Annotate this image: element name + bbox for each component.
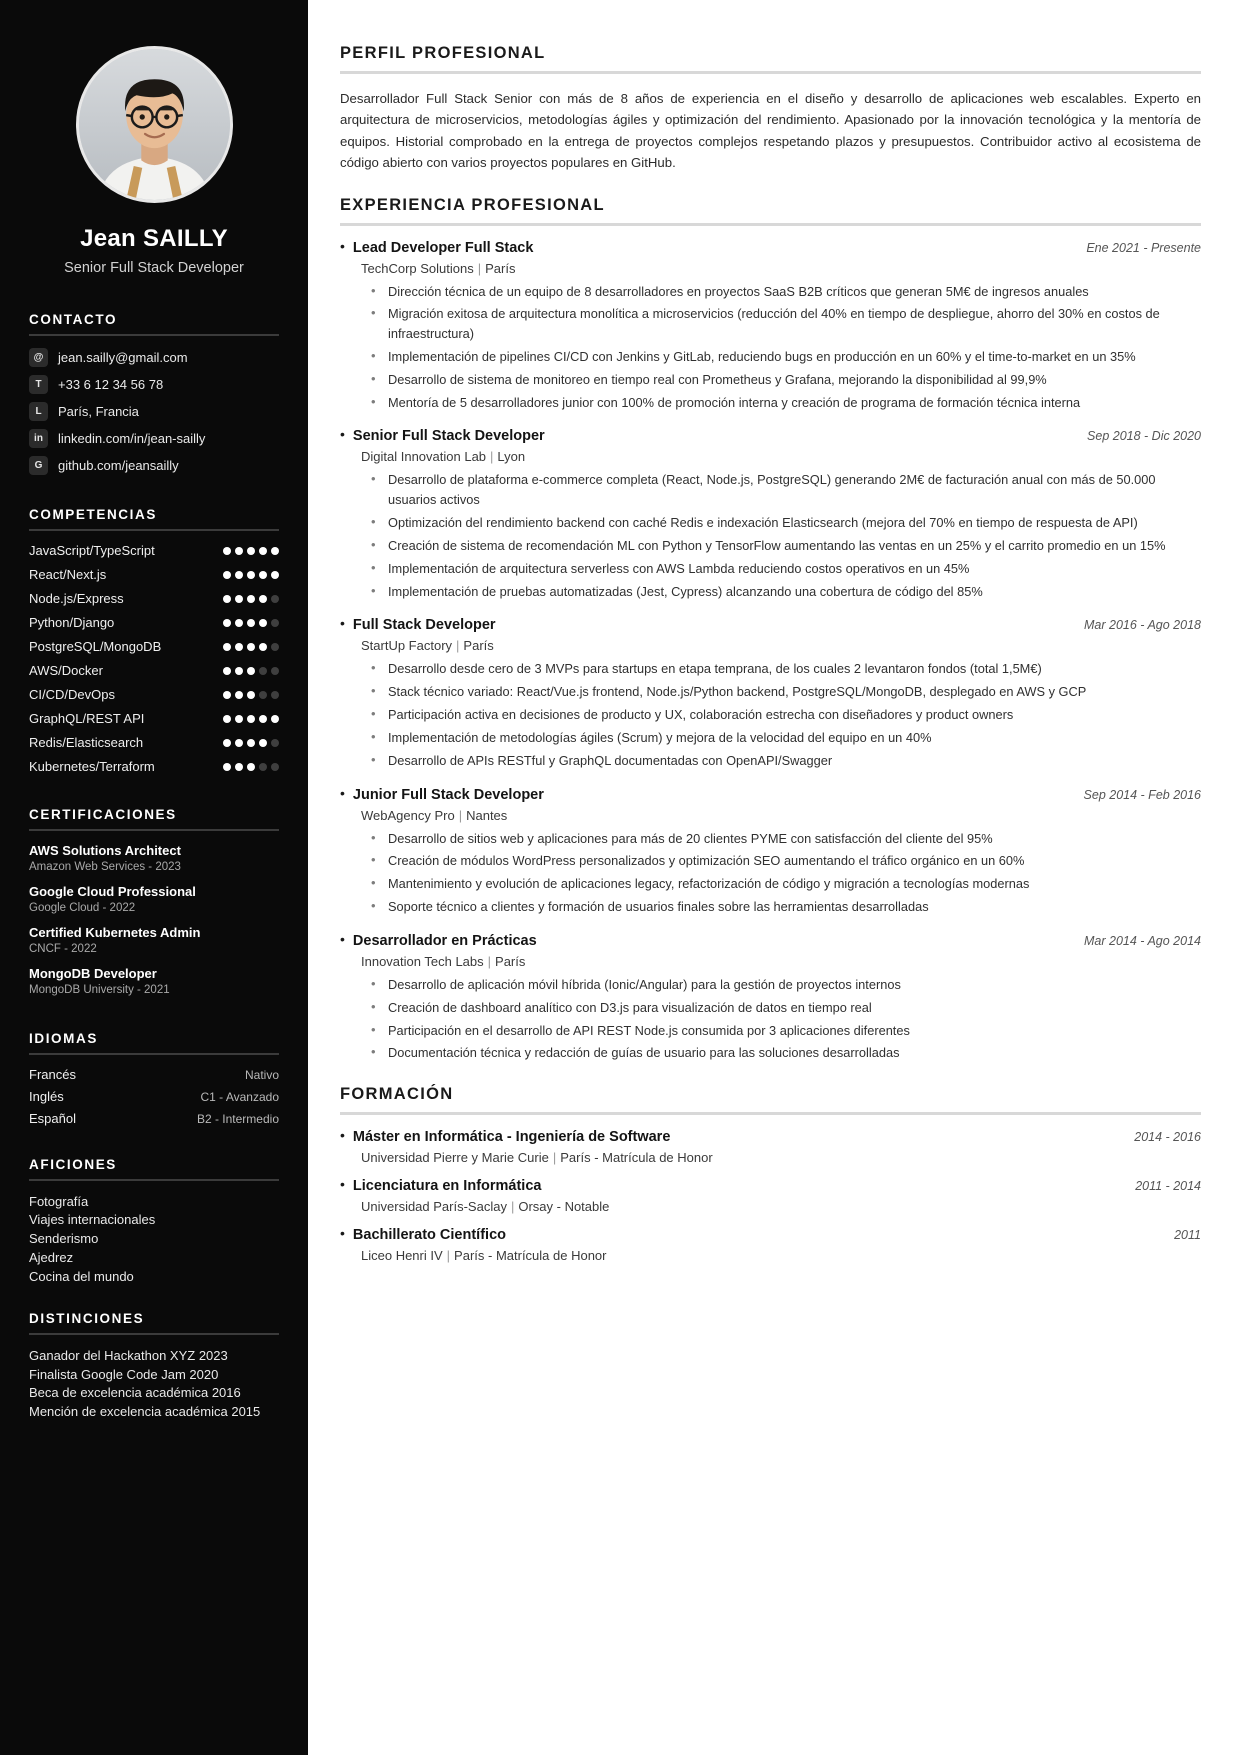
rating-dot <box>223 739 231 747</box>
contact-value: jean.sailly@gmail.com <box>58 350 188 365</box>
rating-dot <box>223 571 231 579</box>
hobby-item: Fotografía <box>29 1193 89 1209</box>
divider <box>29 829 279 831</box>
skill-rating <box>223 595 279 603</box>
skill-rating <box>223 643 279 651</box>
contact-item[interactable] <box>29 456 279 475</box>
divider <box>340 223 1201 226</box>
school-name: Liceo Henri IV <box>361 1248 443 1264</box>
rating-dot <box>247 595 255 603</box>
language-name: Español <box>29 1110 76 1126</box>
contact-value: París, Francia <box>58 404 139 419</box>
skill-item <box>29 687 279 702</box>
skill-rating <box>223 667 279 675</box>
divider <box>29 1053 279 1055</box>
education-item <box>340 1227 1201 1263</box>
rating-dot <box>223 547 231 555</box>
rating-dot <box>235 595 243 603</box>
experience-bullet: • Creación de módulos WordPress personalizados y optimización SEO aumentando el tráfico orgánico en un 60% <box>371 851 1201 871</box>
linkedin-icon: in <box>29 429 48 448</box>
bullet-icon: • <box>340 426 345 443</box>
experience-date: Ene 2021 - Presente <box>1086 240 1201 255</box>
rating-dot <box>223 763 231 771</box>
rating-dot <box>223 715 231 723</box>
skill-name: Redis/Elasticsearch <box>29 735 144 750</box>
languages-list <box>29 1067 279 1126</box>
separator-icon: | <box>552 1150 557 1166</box>
skill-item <box>29 591 279 606</box>
phone-icon: T <box>29 375 48 394</box>
experience-section <box>340 196 1201 1064</box>
rating-dot <box>223 595 231 603</box>
rating-dot <box>223 619 231 627</box>
bullet-icon: • <box>340 1176 345 1193</box>
divider <box>340 1112 1201 1115</box>
rating-dot <box>259 763 267 771</box>
language-level: Nativo <box>244 1067 279 1082</box>
contact-item[interactable] <box>29 402 279 421</box>
rating-dot <box>235 667 243 675</box>
certification-issuer: CNCF - 2022 <box>29 942 97 955</box>
education-header <box>340 1129 1201 1145</box>
contact-item[interactable] <box>29 429 279 448</box>
experience-title: Lead Developer Full Stack <box>352 239 534 256</box>
contact-item[interactable] <box>29 348 279 367</box>
skills-section <box>29 507 279 783</box>
language-item <box>29 1089 279 1104</box>
company-name: Digital Innovation Lab <box>361 449 487 465</box>
experience-title: Full Stack Developer <box>352 617 496 634</box>
rating-dot <box>259 643 267 651</box>
experience-section-title: EXPERIENCIA PROFESIONAL <box>340 195 605 214</box>
experience-bullet: • Desarrollo de sitios web y aplicaciones para más de 20 clientes PYME con satisfacción del cliente del 95% <box>371 829 1201 849</box>
rating-dot <box>247 691 255 699</box>
education-title: Máster en Informática - Ingeniería de Software <box>352 1129 671 1146</box>
rating-dot <box>259 619 267 627</box>
rating-dot <box>235 763 243 771</box>
rating-dot <box>235 571 243 579</box>
certification-item <box>29 884 279 914</box>
experience-date: Sep 2014 - Feb 2016 <box>1083 787 1201 802</box>
rating-dot <box>247 547 255 555</box>
rating-dot <box>271 739 279 747</box>
language-name: Inglés <box>29 1088 64 1104</box>
divider <box>29 334 279 336</box>
education-title-wrap <box>340 1178 541 1194</box>
experience-header <box>340 784 1201 803</box>
school-name: Universidad París-Saclay <box>361 1199 507 1215</box>
experience-title: Senior Full Stack Developer <box>352 428 545 445</box>
main-content <box>308 0 1241 1755</box>
experience-item <box>340 428 1201 601</box>
email-icon: @ <box>29 348 48 367</box>
experience-title-wrap <box>340 237 534 256</box>
separator-icon: | <box>456 638 460 654</box>
education-item <box>340 1178 1201 1214</box>
company-name: StartUp Factory <box>361 638 453 654</box>
company-location: Nantes <box>466 807 508 823</box>
contact-section <box>29 312 279 483</box>
skill-item <box>29 759 279 774</box>
certification-issuer: Google Cloud - 2022 <box>29 901 136 914</box>
experience-bullet: • Documentación técnica y redacción de guías de usuario para las soluciones desarrolladas <box>371 1043 1201 1063</box>
experience-bullet: • Implementación de arquitectura serverless con AWS Lambda reduciendo costos operativos en un 45% <box>371 559 1201 579</box>
company-location: París <box>485 260 516 276</box>
skills-section-title: COMPETENCIAS <box>29 507 157 522</box>
separator-icon: | <box>446 1248 451 1264</box>
experience-header <box>340 930 1201 949</box>
certification-item <box>29 843 279 873</box>
skill-name: Python/Django <box>29 615 115 630</box>
bullet-icon: • <box>340 784 345 801</box>
avatar <box>76 46 233 203</box>
experience-bullet: • Participación activa en decisiones de producto y UX, colaboración estrecha con diseñadores y product owners <box>371 705 1201 725</box>
award-item: Ganador del Hackathon XYZ 2023 <box>29 1347 228 1363</box>
education-title: Licenciatura en Informática <box>352 1178 542 1195</box>
award-item: Mención de excelencia académica 2015 <box>29 1404 261 1420</box>
skill-rating <box>223 619 279 627</box>
experience-bullets <box>371 975 1201 1063</box>
experience-bullet: • Optimización del rendimiento backend con caché Redis e indexación Elasticsearch (mejora del 70% en tiempo de respuesta de API) <box>371 513 1201 533</box>
experience-bullet: • Implementación de pruebas automatizadas (Jest, Cypress) alcanzando una cobertura de código del 85% <box>371 582 1201 602</box>
contact-item[interactable] <box>29 375 279 394</box>
rating-dot <box>235 643 243 651</box>
github-icon: G <box>29 456 48 475</box>
rating-dot <box>271 547 279 555</box>
education-item <box>340 1129 1201 1165</box>
skill-item <box>29 735 279 750</box>
experience-bullet: • Desarrollo desde cero de 3 MVPs para startups en etapa temprana, de los cuales 2 levantaron fondos (total 1,5M€) <box>371 659 1201 679</box>
experience-bullet: • Stack técnico variado: React/Vue.js frontend, Node.js/Python backend, PostgreSQL/MongoDB, desplegado en AWS y GCP <box>371 682 1201 702</box>
skill-name: PostgreSQL/MongoDB <box>29 639 162 654</box>
skill-item <box>29 663 279 678</box>
experience-bullet: • Soporte técnico a clientes y formación de usuarios finales sobre las herramientas desarrolladas <box>371 897 1201 917</box>
education-title: Bachillerato Científico <box>352 1227 506 1244</box>
certification-name: AWS Solutions Architect <box>29 843 181 858</box>
skill-name: Kubernetes/Terraform <box>29 759 155 774</box>
hobby-item: Viajes internacionales <box>29 1212 156 1228</box>
separator-icon: | <box>458 807 463 823</box>
experience-title-wrap <box>340 617 496 633</box>
skill-item <box>29 567 279 582</box>
awards-section <box>29 1311 279 1422</box>
rating-dot <box>271 715 279 723</box>
skill-rating <box>223 547 279 555</box>
experience-company <box>361 638 1201 653</box>
education-school <box>361 1248 1201 1263</box>
education-title-wrap <box>340 1129 670 1145</box>
experience-bullet: • Mantenimiento y evolución de aplicaciones legacy, refactorización de código y migración a tecnologías modernas <box>371 874 1201 894</box>
experience-company <box>361 954 1201 969</box>
skill-rating <box>223 571 279 579</box>
contact-value: linkedin.com/in/jean-sailly <box>58 431 206 446</box>
experience-bullet: • Creación de dashboard analítico con D3.js para visualización de datos en tiempo real <box>371 998 1201 1018</box>
separator-icon: | <box>490 449 494 465</box>
experience-list <box>340 237 1201 1064</box>
rating-dot <box>247 643 255 651</box>
divider <box>29 1179 279 1181</box>
bullet-icon: • <box>340 237 345 254</box>
rating-dot <box>259 571 267 579</box>
language-level: C1 - Avanzado <box>200 1089 279 1104</box>
skill-item <box>29 639 279 654</box>
rating-dot <box>271 763 279 771</box>
contact-section-title: CONTACTO <box>29 312 118 327</box>
languages-section <box>29 1031 279 1133</box>
divider <box>29 1333 279 1335</box>
rating-dot <box>271 667 279 675</box>
contact-value: github.com/jeansailly <box>58 458 179 473</box>
person-role: Senior Full Stack Developer <box>64 260 244 276</box>
bullet-icon: • <box>340 930 345 947</box>
rating-dot <box>223 643 231 651</box>
bullet-icon: • <box>340 1225 345 1242</box>
experience-bullets <box>371 659 1201 770</box>
experience-bullet: • Desarrollo de APIs RESTful y GraphQL documentadas con OpenAPI/Swagger <box>371 751 1201 771</box>
certifications-section <box>29 807 279 1007</box>
education-date: 2011 - 2014 <box>1135 1179 1201 1194</box>
rating-dot <box>247 667 255 675</box>
company-location: París <box>495 953 526 969</box>
education-detail: París - Matrícula de Honor <box>560 1150 713 1166</box>
language-name: Francés <box>29 1066 76 1082</box>
experience-company <box>361 808 1201 823</box>
certification-issuer: Amazon Web Services - 2023 <box>29 860 181 873</box>
education-list <box>340 1129 1201 1263</box>
experience-bullet: • Creación de sistema de recomendación ML con Python y TensorFlow aumentando las ventas en un 25% y el carrito promedio en un 15% <box>371 536 1201 556</box>
experience-bullet: • Implementación de pipelines CI/CD con Jenkins y GitLab, reduciendo bugs en producción en un 60% y el time-to-market en un 35% <box>371 347 1201 367</box>
separator-icon: | <box>477 260 482 276</box>
hobbies-section-title: AFICIONES <box>29 1156 117 1172</box>
experience-title-wrap <box>340 428 545 444</box>
certification-name: Google Cloud Professional <box>29 883 196 899</box>
profile-section-title: PERFIL PROFESIONAL <box>340 44 546 62</box>
experience-item <box>340 237 1201 413</box>
experience-bullet: • Dirección técnica de un equipo de 8 desarrolladores en proyectos SaaS B2B críticos que generan 5M€ de ingresos anuales <box>371 282 1201 302</box>
hobbies-list <box>29 1193 279 1287</box>
rating-dot <box>271 619 279 627</box>
company-name: Innovation Tech Labs <box>361 953 484 969</box>
experience-company <box>361 449 1201 464</box>
hobbies-section <box>29 1157 279 1287</box>
rating-dot <box>235 715 243 723</box>
experience-header <box>340 237 1201 256</box>
skill-name: CI/CD/DevOps <box>29 687 115 702</box>
skill-name: AWS/Docker <box>29 663 103 678</box>
award-item: Finalista Google Code Jam 2020 <box>29 1366 219 1382</box>
awards-list <box>29 1347 279 1422</box>
certification-item <box>29 925 279 955</box>
skill-rating <box>223 691 279 699</box>
profile-text: Desarrollador Full Stack Senior con más de 8 años de experiencia en el diseño y desarrollo de aplicaciones web escalables. Experto en arquitectura de microservicios, metodologías ágiles y optimización del rendimiento. Apasionado por la innovación tecnológica y la mentoría de equipos. Historial comprobado en la entrega de proyectos complejos respetando plazos y presupuestos. Contribuidor activo al ecosistema de código abierto con varios proyectos populares en GitHub. <box>340 91 1201 171</box>
experience-company <box>361 261 1201 276</box>
experience-bullet: • Desarrollo de sistema de monitoreo en tiempo real con Prometheus y Grafana, mejorando la disponibilidad al 99,9% <box>371 370 1201 390</box>
avatar-container <box>29 46 279 203</box>
rating-dot <box>235 547 243 555</box>
skill-rating <box>223 763 279 771</box>
skill-rating <box>223 715 279 723</box>
skill-item <box>29 543 279 558</box>
award-item: Beca de excelencia académica 2016 <box>29 1385 241 1401</box>
company-name: WebAgency Pro <box>361 807 455 823</box>
education-header <box>340 1178 1201 1194</box>
rating-dot <box>271 643 279 651</box>
contact-list <box>29 348 279 475</box>
education-detail: París - Matrícula de Honor <box>454 1248 607 1264</box>
school-name: Universidad Pierre y Marie Curie <box>361 1150 549 1166</box>
education-date: 2014 - 2016 <box>1134 1130 1201 1145</box>
awards-section-title: DISTINCIONES <box>29 1310 145 1326</box>
education-title-wrap <box>340 1227 506 1243</box>
education-header <box>340 1227 1201 1243</box>
company-location: Lyon <box>497 449 526 465</box>
rating-dot <box>247 715 255 723</box>
hobby-item: Senderismo <box>29 1231 99 1247</box>
certification-item <box>29 966 279 996</box>
skill-rating <box>223 739 279 747</box>
rating-dot <box>235 739 243 747</box>
experience-date: Sep 2018 - Dic 2020 <box>1087 429 1201 444</box>
experience-item <box>340 930 1201 1063</box>
education-school <box>361 1199 1201 1214</box>
bullet-icon: • <box>340 615 345 632</box>
rating-dot <box>259 667 267 675</box>
rating-dot <box>247 763 255 771</box>
education-date: 2011 <box>1174 1228 1201 1243</box>
bullet-icon: • <box>340 1127 345 1144</box>
separator-icon: | <box>487 953 492 969</box>
experience-title: Junior Full Stack Developer <box>352 786 544 803</box>
experience-bullet: • Desarrollo de aplicación móvil híbrida (Ionic/Angular) para la gestión de proyectos internos <box>371 975 1201 995</box>
certification-name: Certified Kubernetes Admin <box>29 924 201 940</box>
rating-dot <box>271 691 279 699</box>
company-name: TechCorp Solutions <box>361 260 474 276</box>
certification-issuer: MongoDB University - 2021 <box>29 983 170 996</box>
sidebar <box>0 0 308 1755</box>
profile-section <box>340 44 1201 174</box>
separator-icon: | <box>510 1199 515 1215</box>
skill-item <box>29 615 279 630</box>
experience-bullets <box>371 829 1201 917</box>
hobby-item: Cocina del mundo <box>29 1268 134 1284</box>
skill-name: Node.js/Express <box>29 591 124 606</box>
rating-dot <box>235 619 243 627</box>
rating-dot <box>259 547 267 555</box>
experience-header <box>340 617 1201 633</box>
education-section-title: FORMACIÓN <box>340 1085 454 1104</box>
certifications-list <box>29 843 279 996</box>
language-item <box>29 1067 279 1082</box>
experience-bullet: • Migración exitosa de arquitectura monolítica a microservicios (reducción del 40% en tiempo de despliegue, ahorro del 30% en costos de infraestructura) <box>371 304 1201 344</box>
skill-item <box>29 711 279 726</box>
rating-dot <box>271 595 279 603</box>
rating-dot <box>247 739 255 747</box>
experience-date: Mar 2014 - Ago 2014 <box>1084 933 1201 948</box>
experience-title-wrap <box>340 930 537 949</box>
divider <box>29 529 279 531</box>
skill-name: GraphQL/REST API <box>29 711 145 726</box>
experience-bullet: • Implementación de metodologías ágiles (Scrum) y mejora de la velocidad del equipo en un 40% <box>371 728 1201 748</box>
skills-list <box>29 543 279 774</box>
page-title: Jean SAILLY <box>80 225 228 252</box>
experience-bullets <box>371 470 1201 601</box>
education-school <box>361 1150 1201 1165</box>
company-location: París <box>463 638 494 654</box>
language-level: B2 - Intermedio <box>196 1111 279 1126</box>
rating-dot <box>223 667 231 675</box>
divider <box>340 71 1201 74</box>
experience-bullet: • Desarrollo de plataforma e-commerce completa (React, Node.js, PostgreSQL) generando 2M€ de facturación anual con más de 50.000 usuarios activos <box>371 470 1201 510</box>
experience-title-wrap <box>340 784 544 803</box>
rating-dot <box>247 571 255 579</box>
rating-dot <box>247 619 255 627</box>
experience-header <box>340 428 1201 444</box>
experience-item <box>340 617 1201 770</box>
experience-item <box>340 784 1201 917</box>
experience-bullet: • Participación en el desarrollo de API REST Node.js consumida por 3 aplicaciones diferentes <box>371 1021 1201 1041</box>
rating-dot <box>223 691 231 699</box>
language-item <box>29 1111 279 1126</box>
education-section <box>340 1085 1201 1263</box>
certifications-section-title: CERTIFICACIONES <box>29 807 177 822</box>
experience-bullet: • Mentoría de 5 desarrolladores junior con 100% de promoción interna y creación de programa de formación técnica interna <box>371 393 1201 413</box>
location-icon: L <box>29 402 48 421</box>
avatar-photo-icon <box>79 49 230 200</box>
languages-section-title: IDIOMAS <box>29 1030 98 1046</box>
contact-value: +33 6 12 34 56 78 <box>58 377 164 392</box>
rating-dot <box>259 691 267 699</box>
rating-dot <box>271 571 279 579</box>
certification-name: MongoDB Developer <box>29 965 157 981</box>
rating-dot <box>259 739 267 747</box>
hobby-item: Ajedrez <box>29 1250 74 1266</box>
skill-name: JavaScript/TypeScript <box>29 543 155 558</box>
education-detail: Orsay - Notable <box>518 1199 610 1215</box>
rating-dot <box>259 715 267 723</box>
skill-name: React/Next.js <box>29 567 107 582</box>
rating-dot <box>259 595 267 603</box>
rating-dot <box>235 691 243 699</box>
experience-date: Mar 2016 - Ago 2018 <box>1084 618 1201 633</box>
experience-bullets <box>371 282 1201 413</box>
experience-title: Desarrollador en Prácticas <box>352 932 537 949</box>
